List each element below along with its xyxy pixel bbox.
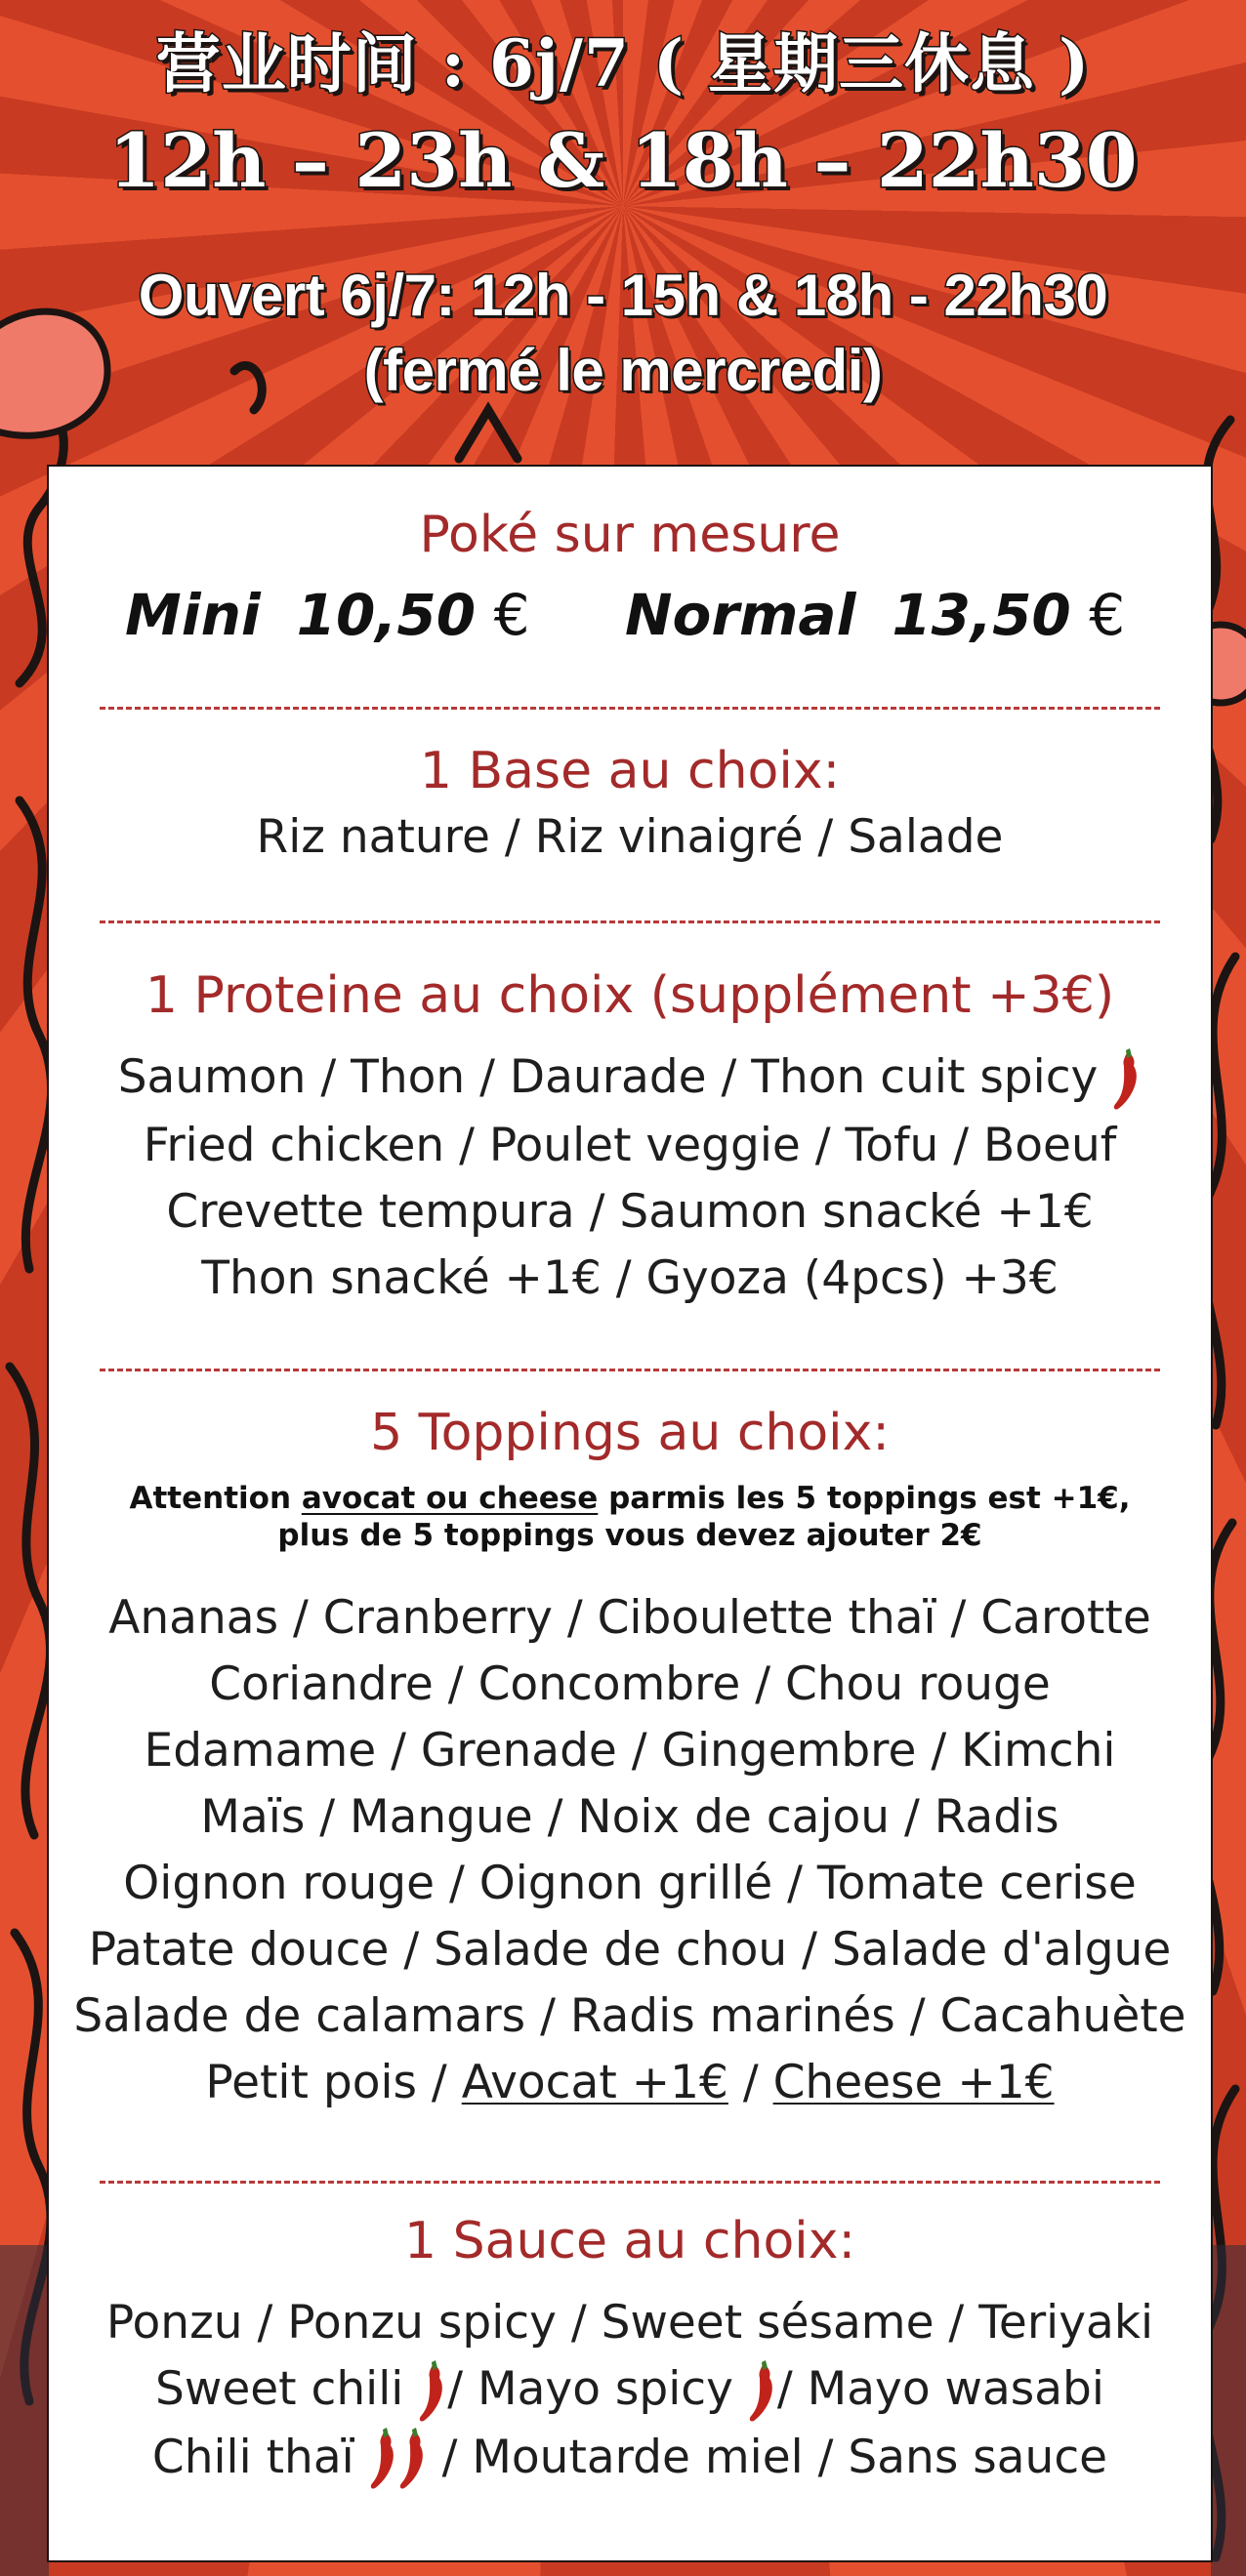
normal-amount: 13,50	[892, 582, 1071, 648]
sauce-section	[49, 2212, 1211, 2492]
chili-pepper-icon	[398, 2428, 428, 2492]
topping-line: Salade de calamars / Radis marinés / Cacahuète	[73, 1989, 1186, 2043]
chili-pepper-icon	[748, 2360, 777, 2425]
topping-line-prefix: Petit pois /	[205, 2056, 462, 2109]
sauce-line	[49, 2356, 1211, 2425]
sauce-sweet-chili: Sweet chili	[155, 2362, 419, 2416]
protein-line-text: Saumon / Thon / Daurade / Thon cuit spicy	[117, 1050, 1099, 1104]
sauce-other: / Moutarde miel / Sans sauce	[427, 2430, 1108, 2484]
protein-line: Fried chicken / Poulet veggie / Tofu / Boeuf	[143, 1118, 1117, 1172]
mini-currency: €	[493, 582, 530, 648]
sauce-line: Ponzu / Ponzu spicy / Sweet sésame / Teriyaki	[105, 2296, 1154, 2350]
divider	[100, 1369, 1160, 1371]
sauce-chili-thai: Chili thaï	[151, 2430, 369, 2484]
sauce-mayo-wasabi: / Mayo wasabi	[776, 2362, 1104, 2416]
toppings-note-line2: plus de 5 toppings vous devez ajouter 2€	[277, 1518, 982, 1553]
topping-line: Oignon rouge / Oignon grillé / Tomate cerise	[123, 1857, 1137, 1910]
chili-pepper-icon	[1112, 1048, 1142, 1113]
toppings-note-suffix: parmis les 5 toppings est +1€,	[598, 1481, 1131, 1516]
topping-line	[49, 2050, 1211, 2116]
normal-price	[625, 582, 1125, 648]
opening-hours-french: Ouvert 6j/7: 12h - 15h & 18h - 22h30	[138, 263, 1108, 328]
topping-line: Maïs / Mangue / Noix de cajou / Radis	[200, 1790, 1059, 1844]
base-options: Riz nature / Riz vinaigré / Salade	[256, 810, 1004, 864]
normal-label: Normal	[625, 582, 856, 648]
divider	[100, 920, 1160, 923]
base-section	[49, 742, 1211, 871]
toppings-title: 5 Toppings au choix:	[370, 1404, 890, 1462]
topping-cheese: Cheese +1€	[772, 2056, 1055, 2109]
poke-title: Poké sur mesure	[419, 506, 841, 564]
toppings-note-prefix: Attention	[129, 1481, 302, 1516]
opening-hours-times: 12h – 23h & 18h – 22h30	[108, 117, 1138, 204]
topping-line: Coriandre / Concombre / Chou rouge	[209, 1657, 1051, 1711]
menu-card	[49, 467, 1211, 2560]
closed-day-note: (fermé le mercredi)	[363, 338, 883, 403]
base-title: 1 Base au choix:	[419, 742, 841, 800]
protein-line: Thon snacké +1€ / Gyoza (4pcs) +3€	[201, 1250, 1059, 1305]
price-row	[49, 582, 1211, 660]
chili-pepper-icon	[418, 2360, 447, 2425]
protein-line	[49, 1044, 1211, 1113]
normal-currency: €	[1089, 582, 1126, 648]
divider	[100, 2181, 1160, 2184]
topping-line: Patate douce / Salade de chou / Salade d'algue	[88, 1923, 1172, 1977]
mini-label: Mini	[125, 582, 261, 648]
toppings-note	[49, 1480, 1211, 1517]
protein-section	[49, 966, 1211, 1312]
sauce-line	[49, 2425, 1211, 2493]
chili-pepper-icon	[369, 2428, 398, 2492]
protein-line: Crevette tempura / Saumon snacké +1€	[166, 1184, 1094, 1239]
mini-price	[125, 582, 529, 648]
topping-line: Ananas / Cranberry / Ciboulette thaï / Carotte	[108, 1591, 1151, 1645]
toppings-section	[49, 1404, 1211, 2116]
sauce-title: 1 Sauce au choix:	[403, 2212, 855, 2270]
divider	[100, 707, 1160, 710]
protein-title: 1 Proteine au choix (supplément +3€)	[145, 966, 1115, 1025]
topping-separator: /	[727, 2056, 773, 2109]
topping-line: Edamame / Grenade / Gingembre / Kimchi	[144, 1724, 1116, 1778]
toppings-note-underlined: avocat ou cheese	[301, 1481, 599, 1516]
mini-amount: 10,50	[296, 582, 477, 648]
sauce-mayo-spicy: / Mayo spicy	[447, 2362, 748, 2416]
topping-avocat: Avocat +1€	[461, 2056, 728, 2109]
opening-hours-chinese: 营业时间 : 6j/7 ( 星期三休息 )	[155, 25, 1091, 102]
